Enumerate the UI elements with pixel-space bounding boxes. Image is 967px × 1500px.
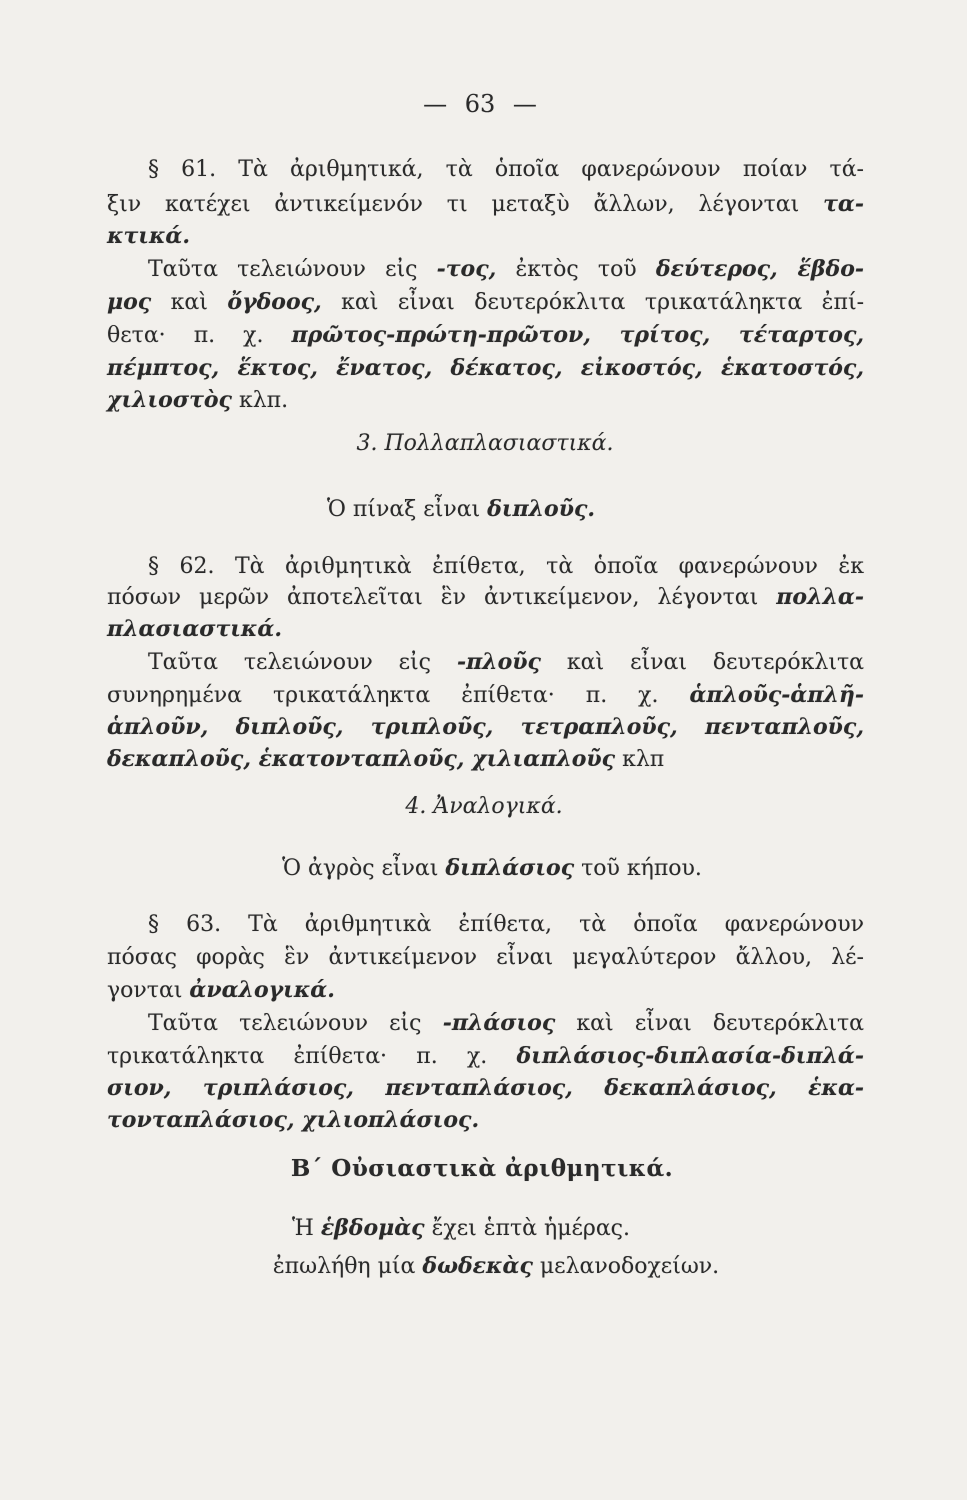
text-run: Ταῦτα τελειώνουν εἰς <box>148 650 457 675</box>
s62-line-7 <box>107 746 664 773</box>
emphasized-term: ἑβδομὰς <box>320 1215 425 1241</box>
s63-line-5 <box>107 1043 864 1070</box>
emphasized-term: -πλοῦς <box>456 649 541 675</box>
s61-line-1 <box>148 157 864 183</box>
s62-line-1 <box>148 554 864 580</box>
emphasized-term: δεκαπλοῦς, ἑκατονταπλοῦς, χιλιαπλοῦς <box>107 746 616 772</box>
example-sentence <box>242 855 742 882</box>
text-run: § 62. Τὰ ἀριθμητικὰ ἐπίθετα, τὰ ὁποῖα φανερώνουν ἐκ <box>148 554 864 579</box>
text-run: κλπ. <box>231 388 289 413</box>
part-heading: Β΄ Οὐσιαστικὰ ἀριθμητικά. <box>290 1155 674 1182</box>
emphasized-term: πλασιαστικά. <box>107 616 283 642</box>
text-run: Ταῦτα τελειώνουν εἰς <box>148 257 437 282</box>
text-run: μελανοδοχείων. <box>532 1254 720 1279</box>
text-run: Ὁ ἀγρὸς εἶναι <box>282 856 446 881</box>
emphasized-term: ἁπλοῦν, διπλοῦς, τριπλοῦς, τετραπλοῦς, πενταπλοῦς, <box>107 714 864 740</box>
emphasized-term: κτικά. <box>107 223 191 249</box>
text-run: γονται <box>107 978 190 1003</box>
emphasized-term: πολλα- <box>776 584 864 610</box>
emphasized-term: χιλιοστὸς <box>107 387 232 413</box>
page-number: — 63 — <box>423 90 537 118</box>
emphasized-term: ἀναλογικά. <box>189 977 335 1003</box>
text-run: ἐπωλήθη μία <box>272 1254 423 1279</box>
s61-line-5 <box>107 289 864 316</box>
s63-line-6 <box>107 1075 864 1102</box>
emphasized-term: ὄγδοος, <box>227 289 322 315</box>
text-run: τοῦ κήπου. <box>574 856 702 881</box>
s61-line-3 <box>107 223 190 250</box>
emphasized-term: -πλάσιος <box>442 1010 556 1036</box>
text-run: τρικατάληκτα ἐπίθετα· π. χ. <box>107 1044 517 1069</box>
text-run: συνηρημένα τρικατάληκτα ἐπίθετα· π. χ. <box>107 683 690 708</box>
emphasized-term: -τος, <box>436 256 497 282</box>
s61-line-6 <box>107 322 864 349</box>
example-sentence <box>261 496 661 523</box>
text-run: § 61. Τὰ ἀριθμητικά, τὰ ὁποῖα φανερώνουν ποίαν τά- <box>148 157 864 182</box>
example-sentence <box>246 1253 746 1280</box>
s61-line-7 <box>107 355 864 382</box>
s62-line-6 <box>107 714 864 741</box>
emphasized-term: διπλάσιος-διπλασία-διπλά- <box>516 1043 864 1069</box>
emphasized-term: διπλάσιος <box>445 855 575 881</box>
text-run: Ἡ <box>291 1216 321 1241</box>
s62-line-4 <box>148 649 864 676</box>
s61-line-4 <box>148 256 864 283</box>
text-run: θετα· π. χ. <box>107 323 292 348</box>
s63-line-1 <box>148 912 864 938</box>
text-run: κλπ <box>615 747 665 772</box>
text-run: Ὁ πίναξ εἶναι <box>326 497 488 522</box>
emphasized-term: τονταπλάσιος, χιλιοπλάσιος. <box>107 1107 480 1133</box>
text-run: § 63. Τὰ ἀριθμητικὰ ἐπίθετα, τὰ ὁποῖα φανερώνουν <box>148 912 864 937</box>
emphasized-term: μος <box>107 289 152 315</box>
s63-line-3 <box>107 977 335 1004</box>
s62-line-5 <box>107 682 864 709</box>
text-run: πόσων μερῶν ἀποτελεῖται ἓν ἀντικείμενον, λέγονται <box>107 585 777 610</box>
emphasized-term: δωδεκὰς <box>422 1253 533 1279</box>
s62-line-3 <box>107 616 282 643</box>
emphasized-term: ἁπλοῦς-ἁπλῆ- <box>689 682 864 708</box>
s63-line-7 <box>107 1107 479 1134</box>
s63-line-4 <box>148 1010 864 1037</box>
emphasized-term: πρῶτος-πρώτη-πρῶτον, τρίτος, τέταρτος, <box>291 322 865 348</box>
emphasized-term: δεύτερος, ἕβδο- <box>655 256 864 282</box>
text-run: ξιν κατέχει ἀντικείμενόν τι μεταξὺ ἄλλων, λέγονται <box>107 192 824 217</box>
text-run: ἐκτὸς τοῦ <box>496 257 656 282</box>
emphasized-term: σιον, τριπλάσιος, πενταπλάσιος, δεκαπλάσιος, ἑκα- <box>107 1075 864 1101</box>
s61-line-8 <box>107 387 288 414</box>
text-run: καὶ εἶναι δευτερόκλιτα τρικατάληκτα ἐπί- <box>321 290 864 315</box>
emphasized-term: διπλοῦς. <box>487 496 596 522</box>
text-run: καὶ εἶναι δευτερόκλιτα <box>540 650 864 675</box>
section-heading: 4. Ἀναλογικά. <box>405 794 563 819</box>
s61-line-2 <box>107 191 864 218</box>
text-run: καὶ εἶναι δευτερόκλιτα <box>555 1011 864 1036</box>
emphasized-term: τα- <box>823 191 864 217</box>
text-run: ἔχει ἑπτὰ ἡμέρας. <box>424 1216 630 1241</box>
text-run: καὶ <box>151 290 228 315</box>
s63-line-2 <box>107 945 864 971</box>
section-heading: 3. Πολλαπλασιαστικά. <box>356 431 614 456</box>
example-sentence <box>261 1215 661 1242</box>
emphasized-term: πέμπτος, ἕκτος, ἔνατος, δέκατος, εἰκοστός, ἑκατοστός, <box>107 355 864 381</box>
text-run: Ταῦτα τελειώνουν εἰς <box>148 1011 443 1036</box>
s62-line-2 <box>107 584 864 611</box>
text-run: πόσας φορὰς ἓν ἀντικείμενον εἶναι μεγαλύτερον ἄλλου, λέ- <box>107 945 864 970</box>
